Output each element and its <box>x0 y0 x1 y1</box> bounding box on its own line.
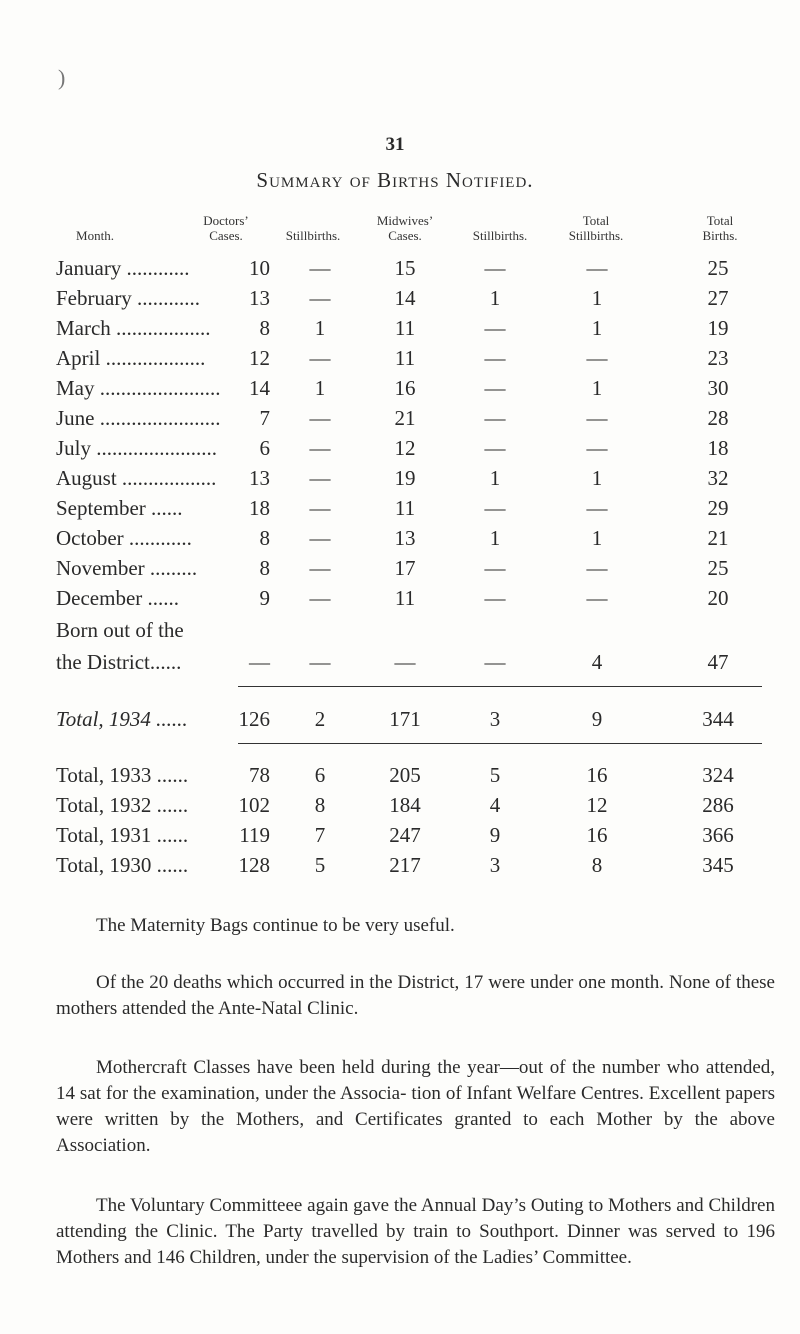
total-births: 25 <box>707 256 729 280</box>
header-month: Month. <box>76 228 114 243</box>
stillbirths-midwives: — <box>484 346 506 370</box>
table-row <box>0 763 800 793</box>
midwives-cases: 19 <box>394 466 416 490</box>
total-stillbirths: 8 <box>591 853 603 877</box>
header-total-births-line2: Births. <box>702 228 738 243</box>
header-doctors-line2: Cases. <box>209 228 243 243</box>
total-stillbirths: 1 <box>591 286 603 310</box>
header-stillbirths-doctors: Stillbirths. <box>285 228 341 243</box>
header-midwives-line2: Cases. <box>388 228 422 243</box>
header-total-births-line1: Total <box>706 213 734 228</box>
row-label: June ....................... <box>56 406 221 430</box>
midwives-cases: 11 <box>394 316 416 340</box>
row-label: July ....................... <box>56 436 218 460</box>
midwives-cases: 17 <box>394 556 416 580</box>
midwives-cases: 13 <box>394 526 416 550</box>
table-row <box>0 556 800 586</box>
table-row <box>0 793 800 823</box>
stillbirths-midwives: — <box>484 316 506 340</box>
corner-mark: ) <box>58 65 66 90</box>
doctors-cases: 14 <box>249 376 270 400</box>
stillbirths-doctors: — <box>309 526 331 550</box>
stillbirths-doctors: 8 <box>314 793 326 817</box>
doctors-cases: 102 <box>238 793 270 817</box>
stillbirths-doctors: 2 <box>314 707 326 731</box>
stillbirths-doctors: 6 <box>314 763 326 787</box>
doctors-cases: 119 <box>239 823 270 847</box>
total-stillbirths: 1 <box>591 466 603 490</box>
stillbirths-doctors: 1 <box>314 376 326 400</box>
stillbirths-doctors: — <box>309 346 331 370</box>
midwives-cases: 184 <box>389 793 421 817</box>
stillbirths-midwives: — <box>484 586 506 610</box>
doctors-cases: 10 <box>249 256 270 280</box>
doctors-cases: 8 <box>259 316 270 340</box>
stillbirths-doctors: — <box>309 496 331 520</box>
table-row <box>0 316 800 346</box>
midwives-cases: 247 <box>389 823 421 847</box>
paragraph-deaths: Of the 20 deaths which occurred in the District, 17 were under one month. None of these mothers attended the Ante-Natal Clinic. <box>56 972 775 1019</box>
table-row <box>0 586 800 616</box>
page-number: 31 <box>385 134 405 155</box>
stillbirths-doctors: 5 <box>314 853 326 877</box>
total-stillbirths: 1 <box>591 526 603 550</box>
stillbirths-doctors: 7 <box>314 823 326 847</box>
row-label: February ............ <box>56 286 201 310</box>
divider-line <box>238 743 762 744</box>
doctors-cases: 18 <box>249 496 270 520</box>
row-label: March .................. <box>56 316 211 340</box>
stillbirths-midwives: — <box>484 256 506 280</box>
total-1934-row <box>0 707 800 737</box>
total-births: 23 <box>707 346 729 370</box>
paragraph-mothercraft: Mothercraft Classes have been held during the year—out of the number who attended, 14 sat for the examination, under the Associa- tion of Infant Welfare Centres. Excellent papers were written by the Mothers, and Certificates granted to each Mother by the above Association. <box>56 1057 775 1156</box>
stillbirths-doctors: — <box>309 436 331 460</box>
stillbirths-doctors: — <box>309 556 331 580</box>
total-births: 28 <box>707 406 729 430</box>
header-midwives-line1: Midwives’ <box>376 213 434 228</box>
stillbirths-midwives: — <box>484 436 506 460</box>
doctors-cases: — <box>249 650 270 674</box>
midwives-cases: 21 <box>394 406 416 430</box>
total-stillbirths: — <box>586 256 608 280</box>
total-stillbirths: 16 <box>586 823 608 847</box>
total-stillbirths: 1 <box>591 376 603 400</box>
total-stillbirths: — <box>586 586 608 610</box>
stillbirths-midwives: 9 <box>489 823 501 847</box>
midwives-cases: 205 <box>389 763 421 787</box>
table-row <box>0 466 800 496</box>
doctors-cases: 12 <box>249 346 270 370</box>
stillbirths-doctors: — <box>309 286 331 310</box>
header-total-stillbirths-line2: Stillbirths. <box>568 228 624 243</box>
total-stillbirths: — <box>586 556 608 580</box>
midwives-cases: 11 <box>394 346 416 370</box>
born-out-label-row <box>0 618 800 648</box>
doctors-cases: 126 <box>238 707 270 731</box>
total-stillbirths: 12 <box>586 793 608 817</box>
table-row <box>0 823 800 853</box>
doctors-cases: 6 <box>259 436 270 460</box>
total-births: 25 <box>707 556 729 580</box>
stillbirths-doctors: — <box>309 256 331 280</box>
total-births: 20 <box>707 586 729 610</box>
stillbirths-midwives: 1 <box>489 466 501 490</box>
row-label: August .................. <box>56 466 217 490</box>
total-stillbirths: — <box>586 436 608 460</box>
total-stillbirths: 1 <box>591 316 603 340</box>
table-row <box>0 286 800 316</box>
total-births: 18 <box>707 436 729 460</box>
header-stillbirths-midwives: Stillbirths. <box>472 228 528 243</box>
stillbirths-midwives: — <box>484 496 506 520</box>
row-label: Total, 1932 ...... <box>56 793 189 817</box>
stillbirths-midwives: — <box>484 556 506 580</box>
doctors-cases: 13 <box>249 466 270 490</box>
total-stillbirths: 4 <box>591 650 603 674</box>
row-label: September ...... <box>56 496 183 520</box>
stillbirths-doctors: — <box>309 650 331 674</box>
total-stillbirths: — <box>586 406 608 430</box>
row-label: Total, 1930 ...... <box>56 853 189 877</box>
row-label: January ............ <box>56 256 190 280</box>
doctors-cases: 128 <box>238 853 270 877</box>
total-births: 30 <box>707 376 729 400</box>
row-label: Total, 1933 ...... <box>56 763 189 787</box>
total-births: 345 <box>702 853 734 877</box>
midwives-cases: 12 <box>394 436 416 460</box>
midwives-cases: 217 <box>389 853 421 877</box>
midwives-cases: — <box>394 650 416 674</box>
midwives-cases: 11 <box>394 496 416 520</box>
paragraph-maternity-bags: The Maternity Bags continue to be very useful. <box>96 915 455 936</box>
total-births: 21 <box>707 526 729 550</box>
total-stillbirths: 9 <box>591 707 603 731</box>
born-out-row <box>0 650 800 680</box>
stillbirths-midwives: 1 <box>489 526 501 550</box>
doctors-cases: 78 <box>249 763 270 787</box>
stillbirths-midwives: 5 <box>489 763 501 787</box>
doctors-cases: 13 <box>249 286 270 310</box>
total-births: 344 <box>702 707 734 731</box>
stillbirths-doctors: — <box>309 586 331 610</box>
born-out-label-line1: Born out of the <box>56 618 184 642</box>
stillbirths-doctors: — <box>309 406 331 430</box>
stillbirths-midwives: 3 <box>489 853 501 877</box>
stillbirths-midwives: 1 <box>489 286 501 310</box>
total-stillbirths: 16 <box>586 763 608 787</box>
row-label: May ....................... <box>56 376 221 400</box>
total-births: 366 <box>702 823 734 847</box>
midwives-cases: 11 <box>394 586 416 610</box>
header-doctors-line1: Doctors’ <box>203 213 249 228</box>
total-births: 27 <box>707 286 729 310</box>
doctors-cases: 8 <box>259 556 270 580</box>
table-row <box>0 256 800 286</box>
row-label: November ......... <box>56 556 198 580</box>
row-label: December ...... <box>56 586 180 610</box>
total-births: 19 <box>707 316 729 340</box>
table-row <box>0 436 800 466</box>
table-row <box>0 526 800 556</box>
row-label: Total, 1934 ...... <box>56 707 188 731</box>
stillbirths-midwives: 4 <box>489 793 501 817</box>
doctors-cases: 7 <box>259 406 270 430</box>
table-row <box>0 496 800 526</box>
table-row <box>0 406 800 436</box>
stillbirths-midwives: 3 <box>489 707 501 731</box>
row-label: Total, 1931 ...... <box>56 823 189 847</box>
total-births: 32 <box>707 466 729 490</box>
midwives-cases: 16 <box>394 376 416 400</box>
stillbirths-doctors: — <box>309 466 331 490</box>
table-row <box>0 853 800 883</box>
total-births: 29 <box>707 496 729 520</box>
midwives-cases: 15 <box>394 256 416 280</box>
paragraph-outing: The Voluntary Committeee again gave the Annual Day’s Outing to Mothers and Children attending the Clinic. The Party travelled by train to Southport. Dinner was served to 196 Mothers and 146 Children, under the supervision of the Ladies’ Committee. <box>56 1195 775 1268</box>
row-label: April ................... <box>56 346 206 370</box>
midwives-cases: 14 <box>394 286 416 310</box>
stillbirths-midwives: — <box>484 650 506 674</box>
table-row <box>0 376 800 406</box>
doctors-cases: 9 <box>259 586 270 610</box>
total-births: 286 <box>702 793 734 817</box>
header-total-stillbirths-line1: Total <box>582 213 610 228</box>
stillbirths-midwives: — <box>484 376 506 400</box>
midwives-cases: 171 <box>389 707 421 731</box>
total-stillbirths: — <box>586 496 608 520</box>
table-row <box>0 346 800 376</box>
doctors-cases: 8 <box>259 526 270 550</box>
divider-line <box>238 686 762 687</box>
stillbirths-doctors: 1 <box>314 316 326 340</box>
table-title: Summary of Births Notified. <box>256 168 534 192</box>
born-out-label-line2: the District...... <box>56 650 182 674</box>
stillbirths-midwives: — <box>484 406 506 430</box>
row-label: October ............ <box>56 526 192 550</box>
total-births: 324 <box>702 763 734 787</box>
total-stillbirths: — <box>586 346 608 370</box>
total-births: 47 <box>707 650 729 674</box>
